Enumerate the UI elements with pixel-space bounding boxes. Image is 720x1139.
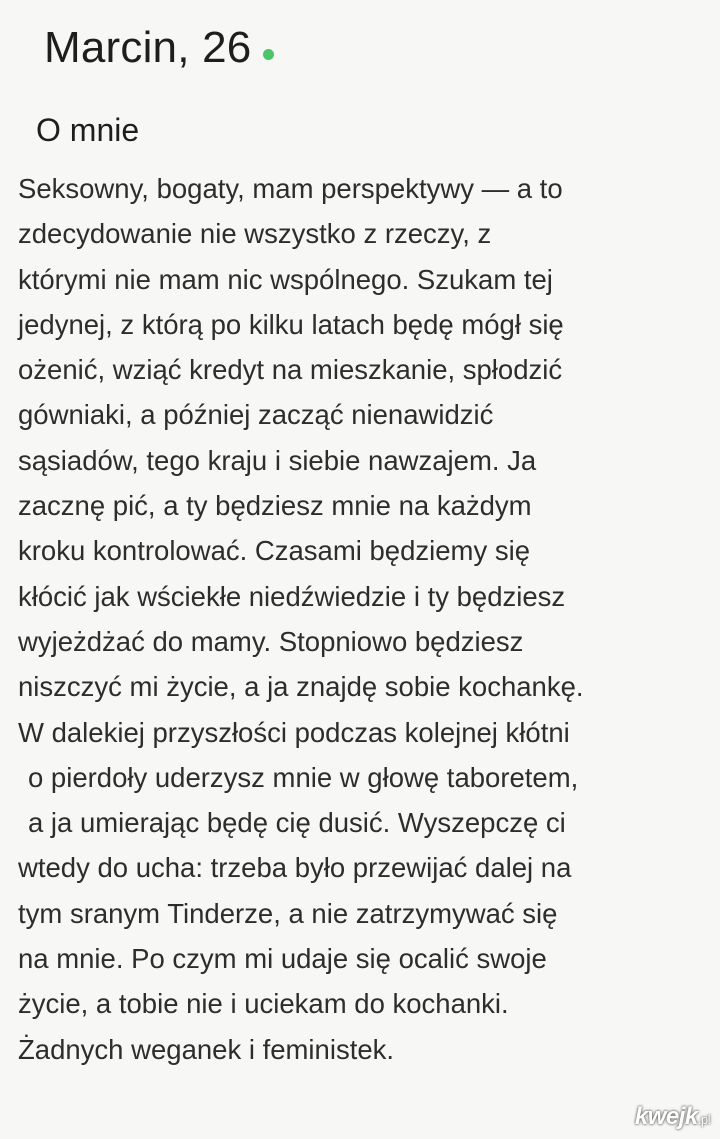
about-line: o pierdoły uderzysz mnie w głowę taboretem, xyxy=(28,761,579,793)
about-text xyxy=(18,166,708,1072)
about-line: na mnie. Po czym mi udaje się ocalić swoje xyxy=(18,943,547,975)
online-status-icon xyxy=(263,49,274,60)
about-line: wtedy do ucha: trzeba było przewijać dalej na xyxy=(18,852,572,884)
about-line: Żadnych weganek i feministek. xyxy=(18,1033,395,1065)
watermark-logo xyxy=(635,1103,710,1131)
about-line: W dalekiej przyszłości podczas kolejnej kłótni xyxy=(18,716,570,748)
about-line: zacznę pić, a ty będziesz mnie na każdym xyxy=(18,490,532,522)
about-line: ożenić, wziąć kredyt na mieszkanie, spłodzić xyxy=(18,354,563,386)
watermark-brand: kwejk xyxy=(634,1103,698,1130)
profile-name-age: Marcin, 26 xyxy=(44,23,252,72)
about-line: a ja umierając będę cię dusić. Wyszepczę ci xyxy=(28,807,566,839)
about-line: gówniaki, a później zacząć nienawidzić xyxy=(18,399,494,431)
watermark-domain: .pl xyxy=(697,1112,710,1127)
about-line: kroku kontrolować. Czasami będziemy się xyxy=(18,535,530,567)
about-line: zdecydowanie nie wszystko z rzeczy, z xyxy=(18,218,492,250)
about-line: jedynej, z którą po kilku latach będę mógł się xyxy=(18,308,564,340)
about-line: kłócić jak wściekłe niedźwiedzie i ty będziesz xyxy=(18,580,566,612)
about-line: niszczyć mi życie, a ja znajdę sobie kochankę. xyxy=(18,671,584,703)
about-section-title: O mnie xyxy=(36,112,140,148)
about-line: Seksowny, bogaty, mam perspektywy — a to xyxy=(18,173,563,204)
about-line: wyjeżdżać do mamy. Stopniowo będziesz xyxy=(18,625,524,657)
about-line: tym sranym Tinderze, a nie zatrzymywać się xyxy=(18,897,558,929)
about-line: sąsiadów, tego kraju i siebie nawzajem. Ja xyxy=(18,444,537,476)
profile-header xyxy=(44,18,274,78)
about-line: życie, a tobie nie i uciekam do kochanki. xyxy=(18,988,509,1020)
about-line: którymi nie mam nic wspólnego. Szukam tej xyxy=(18,263,553,295)
